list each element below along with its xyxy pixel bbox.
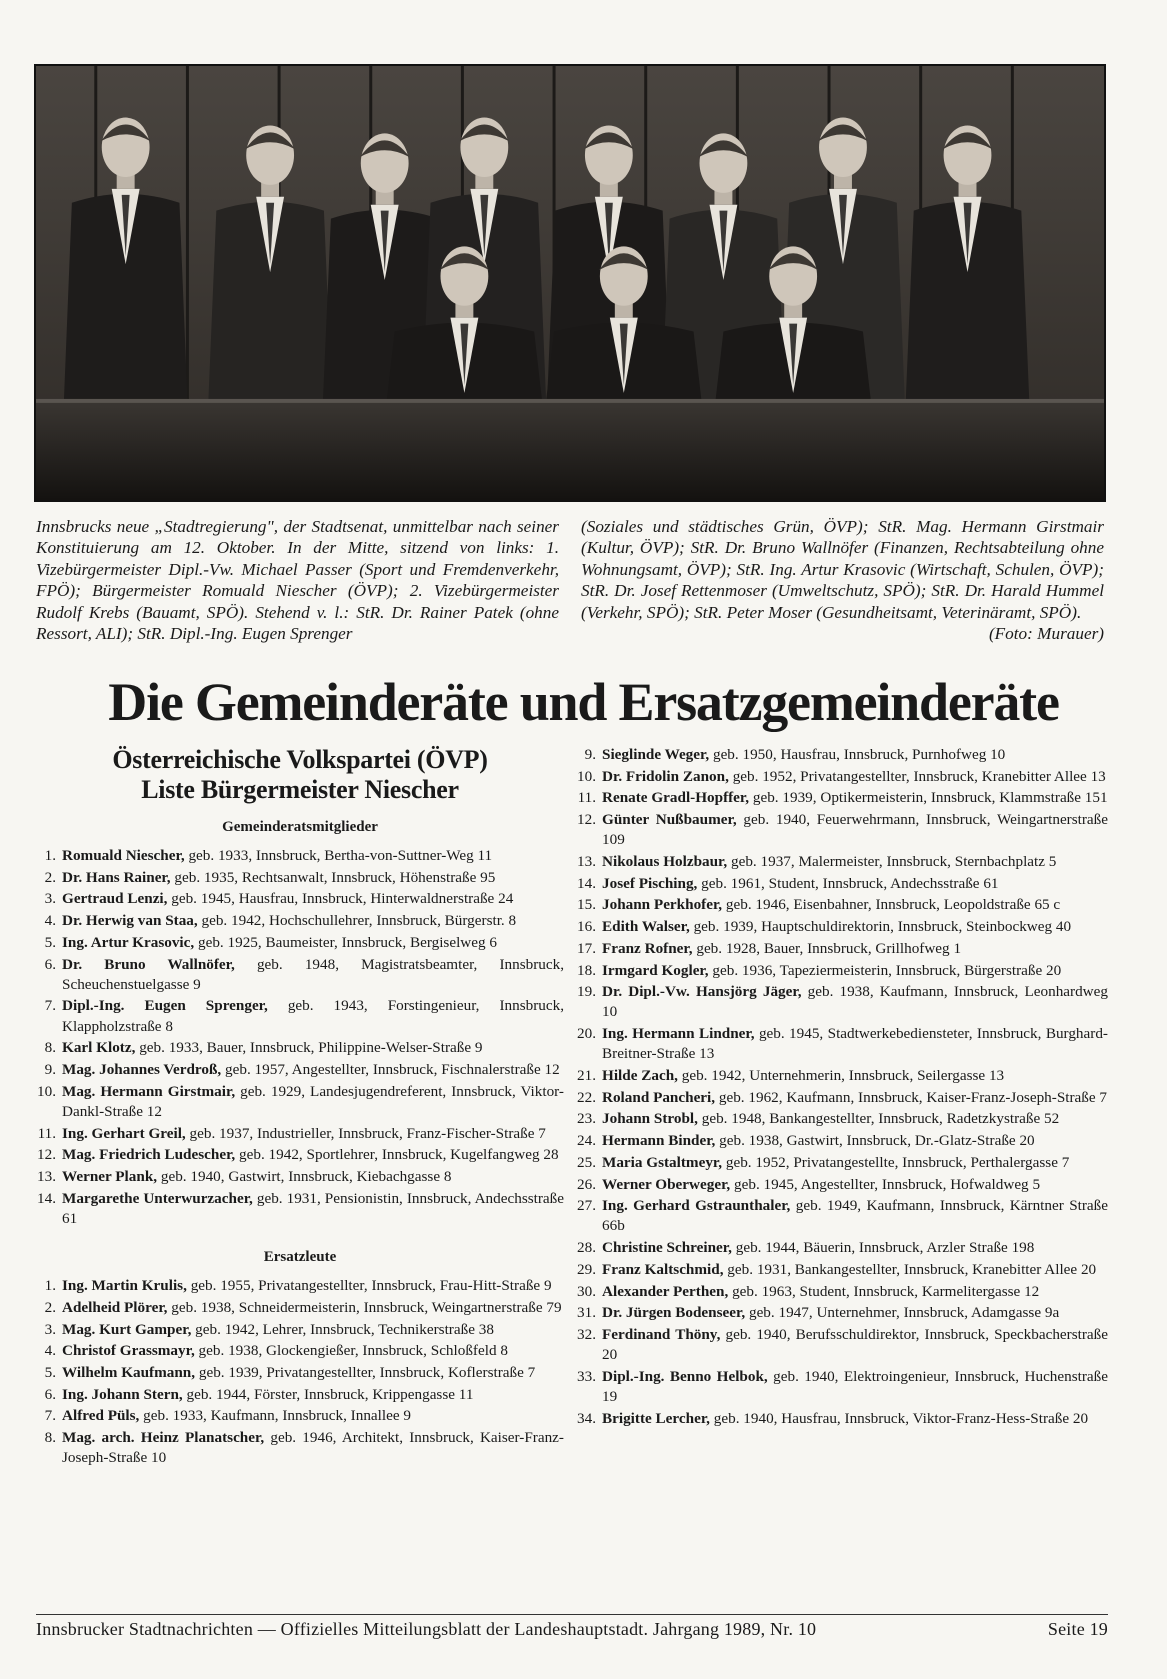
person-details: geb. 1945, Hausfrau, Innsbruck, Hinterwaldnerstraße 24 bbox=[167, 890, 514, 908]
person-name: Ing. Johann Stern, bbox=[62, 1385, 183, 1403]
person-details: geb. 1940, Gastwirt, Innsbruck, Kiebachgasse 8 bbox=[157, 1168, 452, 1186]
person-details: geb. 1937, Malermeister, Innsbruck, Sternbachplatz 5 bbox=[727, 853, 1057, 871]
item-number: 10. bbox=[37, 1082, 56, 1100]
list-item bbox=[576, 1066, 1108, 1086]
item-text bbox=[602, 961, 1108, 981]
item-number: 23. bbox=[577, 1110, 596, 1128]
person-name: Ing. Gerhard Gstraunthaler, bbox=[602, 1197, 791, 1215]
person-name: Dr. Fridolin Zanon, bbox=[602, 767, 729, 785]
item-number: 7. bbox=[44, 1407, 56, 1425]
item-number: 6. bbox=[44, 1385, 56, 1403]
item-text bbox=[602, 1409, 1108, 1429]
item-number: 7. bbox=[44, 997, 56, 1015]
item-text bbox=[602, 1303, 1108, 1323]
item-number: 18. bbox=[577, 961, 596, 979]
list-item bbox=[36, 1124, 564, 1144]
person-name: Alfred Püls, bbox=[62, 1407, 140, 1425]
person-details: geb. 1940, Hausfrau, Innsbruck, Viktor-Franz-Hess-Straße 20 bbox=[709, 1409, 1089, 1427]
person-details: geb. 1952, Privatangestellter, Innsbruck, Kranebitter Allee 13 bbox=[728, 767, 1106, 785]
list-item bbox=[576, 1088, 1108, 1108]
item-text bbox=[62, 1167, 564, 1187]
item-number: 9. bbox=[44, 1061, 56, 1079]
list-item bbox=[36, 1385, 564, 1405]
item-number: 10. bbox=[577, 767, 596, 785]
item-number: 27. bbox=[577, 1197, 596, 1215]
list-item bbox=[36, 1038, 564, 1058]
person-name: Mag. Friedrich Ludescher, bbox=[62, 1146, 236, 1164]
person-name: Dipl.-Ing. Benno Helbok, bbox=[602, 1367, 768, 1385]
list-item bbox=[576, 852, 1108, 872]
list-item bbox=[36, 868, 564, 888]
person-details: geb. 1938, Kaufmann, Innsbruck, Leonhardweg 10 bbox=[602, 983, 1108, 1021]
person-name: Roland Pancheri, bbox=[602, 1088, 716, 1106]
person-name: Dr. Hans Rainer, bbox=[62, 868, 171, 886]
person-name: Ing. Gerhart Greil, bbox=[62, 1124, 186, 1142]
item-number: 22. bbox=[577, 1088, 596, 1106]
item-text bbox=[602, 1196, 1108, 1236]
list-item bbox=[576, 1238, 1108, 1258]
person-details: geb. 1929, Landesjugendreferent, Innsbruck, Viktor-Dankl-Straße 12 bbox=[62, 1082, 564, 1120]
photo-credit: (Foto: Murauer) bbox=[988, 624, 1104, 644]
item-number: 25. bbox=[577, 1153, 596, 1171]
list-item bbox=[576, 1325, 1108, 1365]
person-name: Werner Plank, bbox=[62, 1168, 158, 1186]
item-text bbox=[602, 1367, 1108, 1407]
item-text bbox=[602, 874, 1108, 894]
item-text bbox=[602, 1109, 1108, 1129]
item-number: 4. bbox=[44, 1342, 56, 1360]
person-name: Günter Nußbaumer, bbox=[602, 811, 737, 829]
person-name: Dr. Dipl.-Vw. Hansjörg Jäger, bbox=[602, 983, 802, 1001]
person-details: geb. 1962, Kaufmann, Innsbruck, Kaiser-Franz-Joseph-Straße 7 bbox=[715, 1088, 1108, 1106]
item-text bbox=[62, 868, 564, 888]
person-details: geb. 1944, Förster, Innsbruck, Krippengasse 11 bbox=[182, 1385, 474, 1403]
person-name: Franz Kaltschmid, bbox=[602, 1260, 724, 1278]
person-details: geb. 1940, Feuerwehrmann, Innsbruck, Weingartnerstraße 109 bbox=[602, 811, 1108, 849]
caption-left: Innsbrucks neue „Stadtregierung", der Stadtsenat, unmittelbar nach seiner Konstituierung am 12. Oktober. In der Mitte, sitzend von links: 1. Vizebürgermeister Dipl.-Vw. Michael Passer (Sport und Fremdenverkehr, FPÖ); Bürgermeister Romuald Niescher (ÖVP); 2. Vizebürgermeister Rudolf Krebs (Bauamt, SPÖ). Stehend v. l.: StR. Dr. Rainer Patek (ohne Ressort, ALI); StR. Dipl.-Ing. Eugen Sprenger bbox=[36, 517, 559, 644]
item-text bbox=[602, 1153, 1108, 1173]
person-details: geb. 1943, Forstingenieur, Innsbruck, Klappholzstraße 8 bbox=[62, 997, 564, 1035]
item-text bbox=[62, 846, 564, 866]
person-details: geb. 1937, Industrieller, Innsbruck, Franz-Fischer-Straße 7 bbox=[185, 1124, 546, 1142]
person-name: Ing. Hermann Lindner, bbox=[602, 1025, 755, 1043]
list-item bbox=[36, 1276, 564, 1296]
person-name: Irmgard Kogler, bbox=[602, 961, 709, 979]
item-number: 8. bbox=[44, 1039, 56, 1057]
person-details: geb. 1940, Elektroingenieur, Innsbruck, Huchenstraße 19 bbox=[602, 1367, 1108, 1406]
item-text bbox=[62, 1060, 564, 1080]
photo-caption bbox=[36, 516, 1104, 644]
item-number: 13. bbox=[577, 853, 596, 871]
item-text bbox=[62, 933, 564, 953]
item-number: 5. bbox=[44, 1363, 56, 1381]
list-item bbox=[576, 1303, 1108, 1323]
person-name: Ing. Artur Krasovic, bbox=[62, 933, 195, 951]
person-details: geb. 1944, Bäuerin, Innsbruck, Arzler Straße 198 bbox=[731, 1239, 1035, 1257]
item-number: 5. bbox=[44, 933, 56, 951]
person-details: geb. 1961, Student, Innsbruck, Andechsstraße 61 bbox=[697, 874, 999, 892]
person-name: Dr. Jürgen Bodenseer, bbox=[602, 1304, 746, 1322]
person-details: geb. 1955, Privatangestellter, Innsbruck, Frau-Hitt-Straße 9 bbox=[186, 1277, 552, 1295]
item-text bbox=[62, 1320, 564, 1340]
right-column bbox=[576, 745, 1108, 1431]
person-name: Mag. Johannes Verdroß, bbox=[62, 1061, 222, 1079]
person-name: Brigitte Lercher, bbox=[602, 1409, 710, 1427]
members-list bbox=[36, 846, 564, 1229]
person-details: geb. 1931, Pensionistin, Innsbruck, Andechsstraße 61 bbox=[62, 1189, 564, 1227]
item-number: 3. bbox=[44, 890, 56, 908]
members-heading: Gemeinderatsmitglieder bbox=[222, 819, 378, 835]
item-number: 19. bbox=[577, 983, 596, 1001]
item-text bbox=[62, 911, 564, 931]
person-details: geb. 1933, Innsbruck, Bertha-von-Suttner-Weg 11 bbox=[184, 847, 493, 864]
person-details: geb. 1942, Sportlehrer, Innsbruck, Kugelfangweg 28 bbox=[235, 1146, 559, 1164]
item-number: 21. bbox=[577, 1067, 596, 1085]
person-name: Christof Grassmayr, bbox=[62, 1342, 195, 1360]
person-name: Hermann Binder, bbox=[602, 1132, 716, 1150]
person-name: Ferdinand Thöny, bbox=[602, 1325, 721, 1343]
list-item bbox=[36, 846, 564, 866]
item-text bbox=[602, 895, 1108, 915]
list-item bbox=[576, 1196, 1108, 1236]
item-number: 6. bbox=[44, 955, 56, 973]
item-text bbox=[602, 1175, 1108, 1195]
party-name: Österreichische Volkspartei (ÖVP) bbox=[112, 745, 488, 774]
person-name: Adelheid Plörer, bbox=[62, 1298, 168, 1316]
group-photo bbox=[34, 64, 1106, 502]
page-footer bbox=[36, 1614, 1108, 1640]
list-item bbox=[576, 1175, 1108, 1195]
item-number: 2. bbox=[44, 1298, 56, 1316]
list-item bbox=[576, 1260, 1108, 1280]
person-details: geb. 1946, Eisenbahner, Innsbruck, Leopoldstraße 65 c bbox=[722, 896, 1061, 914]
list-item bbox=[576, 939, 1108, 959]
person-details: geb. 1945, Stadtwerkebediensteter, Innsbruck, Burghard-Breitner-Straße 13 bbox=[602, 1025, 1108, 1063]
substitutes-list-right bbox=[576, 745, 1108, 1429]
item-number: 8. bbox=[44, 1429, 56, 1447]
person-details: geb. 1933, Bauer, Innsbruck, Philippine-Welser-Straße 9 bbox=[135, 1039, 483, 1057]
item-text bbox=[62, 1298, 564, 1318]
item-number: 3. bbox=[44, 1320, 56, 1338]
person-name: Edith Walser, bbox=[602, 918, 690, 936]
person-name: Margarethe Unterwurzacher, bbox=[62, 1189, 253, 1207]
person-details: geb. 1945, Angestellter, Innsbruck, Hofwaldweg 5 bbox=[730, 1175, 1041, 1193]
item-text bbox=[62, 1341, 564, 1361]
item-number: 28. bbox=[577, 1239, 596, 1257]
item-number: 14. bbox=[37, 1189, 56, 1207]
person-details: geb. 1952, Privatangestellte, Innsbruck, Perthalergasse 7 bbox=[722, 1153, 1070, 1171]
person-name: Dr. Bruno Wallnöfer, bbox=[62, 955, 235, 973]
list-item bbox=[36, 1406, 564, 1426]
page-headline: Die Gemeinderäte und Ersatzgemeinderäte bbox=[108, 672, 1059, 732]
list-item bbox=[36, 1060, 564, 1080]
item-text bbox=[62, 1124, 564, 1144]
item-number: 1. bbox=[44, 847, 56, 864]
caption-right-text: (Soziales und städtisches Grün, ÖVP); StR. Mag. Hermann Girstmair (Kultur, ÖVP); StR. Dr. Bruno Wallnöfer (Finanzen, Rechtsabteilung ohne Wohnungsamt, ÖVP); StR. Ing. Artur Krasovic (Wirtschaft, Schulen, ÖVP); StR. Dr. Josef Rettenmoser (Umweltschutz, SPÖ); StR. Dr. Harald Hummel (Verkehr, SPÖ); StR. Peter Moser (Gesundheitsamt, Veterinäramt, SPÖ). bbox=[581, 517, 1104, 622]
person-name: Ing. Martin Krulis, bbox=[62, 1277, 187, 1295]
item-text bbox=[62, 1406, 564, 1426]
item-number: 17. bbox=[577, 939, 596, 957]
item-number: 26. bbox=[577, 1175, 596, 1193]
list-item bbox=[576, 745, 1108, 765]
item-text bbox=[602, 939, 1108, 959]
list-item bbox=[576, 1282, 1108, 1302]
person-name: Mag. Hermann Girstmair, bbox=[62, 1082, 236, 1100]
person-name: Sieglinde Weger, bbox=[602, 746, 710, 763]
item-number: 29. bbox=[577, 1260, 596, 1278]
person-name: Renate Gradl-Hopffer, bbox=[602, 789, 750, 807]
list-item bbox=[36, 1428, 564, 1468]
party-list-name: Liste Bürgermeister Niescher bbox=[141, 775, 459, 804]
item-number: 1. bbox=[44, 1277, 56, 1295]
person-details: geb. 1947, Unternehmer, Innsbruck, Adamgasse 9a bbox=[745, 1304, 1060, 1322]
list-item bbox=[576, 1367, 1108, 1407]
person-details: geb. 1942, Hochschullehrer, Innsbruck, Bürgerstr. 8 bbox=[197, 912, 517, 930]
person-details: geb. 1933, Kaufmann, Innsbruck, Innallee 9 bbox=[139, 1407, 411, 1425]
subs-heading: Ersatzleute bbox=[263, 1249, 337, 1266]
item-number: 32. bbox=[577, 1325, 596, 1343]
person-name: Dr. Herwig van Staa, bbox=[62, 912, 198, 930]
item-text bbox=[602, 1282, 1108, 1302]
item-text bbox=[602, 1238, 1108, 1258]
list-item bbox=[36, 911, 564, 931]
item-text bbox=[602, 745, 1108, 765]
person-name: Hilde Zach, bbox=[602, 1067, 678, 1085]
person-details: geb. 1939, Hauptschuldirektorin, Innsbruck, Steinbockweg 40 bbox=[689, 918, 1072, 936]
item-text bbox=[62, 1363, 564, 1383]
item-text bbox=[62, 889, 564, 909]
person-name: Gertraud Lenzi, bbox=[62, 890, 168, 908]
item-text bbox=[62, 955, 564, 995]
list-item bbox=[576, 895, 1108, 915]
item-number: 11. bbox=[37, 1124, 56, 1142]
person-details: geb. 1935, Rechtsanwalt, Innsbruck, Höhenstraße 95 bbox=[170, 868, 496, 886]
list-item bbox=[36, 1082, 564, 1122]
item-number: 14. bbox=[577, 874, 596, 892]
list-item bbox=[36, 955, 564, 995]
item-number: 9. bbox=[584, 746, 596, 763]
item-number: 4. bbox=[44, 912, 56, 930]
person-details: geb. 1936, Tapeziermeisterin, Innsbruck, Bürgerstraße 20 bbox=[708, 961, 1062, 979]
item-number: 20. bbox=[577, 1025, 596, 1043]
list-item bbox=[36, 889, 564, 909]
item-text bbox=[62, 996, 564, 1036]
item-text bbox=[62, 1189, 564, 1229]
list-item bbox=[576, 788, 1108, 808]
item-text bbox=[602, 1260, 1108, 1280]
item-number: 11. bbox=[577, 789, 596, 807]
item-number: 13. bbox=[37, 1168, 56, 1186]
item-text bbox=[602, 982, 1108, 1022]
publication-line: Innsbrucker Stadtnachrichten — Offizielles Mitteilungsblatt der Landeshauptstadt. Jahrgang 1989, Nr. 10 bbox=[36, 1619, 817, 1639]
person-details: geb. 1942, Unternehmerin, Innsbruck, Seilergasse 13 bbox=[677, 1067, 1005, 1085]
list-item bbox=[576, 874, 1108, 894]
person-details: geb. 1938, Schneidermeisterin, Innsbruck, Weingartnerstraße 79 bbox=[167, 1298, 562, 1316]
person-name: Johann Strobl, bbox=[602, 1110, 698, 1128]
person-details: geb. 1925, Baumeister, Innsbruck, Bergiselweg 6 bbox=[194, 933, 497, 951]
person-details: geb. 1939, Optikermeisterin, Innsbruck, Klammstraße 151 bbox=[749, 789, 1108, 807]
list-item bbox=[576, 1131, 1108, 1151]
person-name: Alexander Perthen, bbox=[602, 1282, 729, 1300]
item-number: 12. bbox=[37, 1146, 56, 1164]
person-name: Romuald Niescher, bbox=[62, 847, 185, 864]
caption-right bbox=[581, 516, 1104, 644]
item-number: 2. bbox=[44, 868, 56, 886]
item-text bbox=[62, 1276, 564, 1296]
list-item bbox=[36, 996, 564, 1036]
list-item bbox=[576, 1109, 1108, 1129]
list-item bbox=[36, 1189, 564, 1229]
person-details: geb. 1940, Berufsschuldirektor, Innsbruck, Speckbacherstraße 20 bbox=[602, 1325, 1108, 1364]
list-item bbox=[576, 1153, 1108, 1173]
item-number: 12. bbox=[577, 811, 596, 829]
item-text bbox=[602, 1066, 1108, 1086]
item-text bbox=[602, 788, 1108, 808]
item-number: 30. bbox=[577, 1282, 596, 1300]
list-item bbox=[36, 1320, 564, 1340]
person-details: geb. 1950, Hausfrau, Innsbruck, Purnhofweg 10 bbox=[709, 746, 1006, 763]
person-details: geb. 1938, Gastwirt, Innsbruck, Dr.-Glatz-Straße 20 bbox=[715, 1132, 1035, 1150]
person-name: Mag. arch. Heinz Planatscher, bbox=[62, 1429, 265, 1447]
item-number: 34. bbox=[577, 1409, 596, 1427]
person-name: Mag. Kurt Gamper, bbox=[62, 1320, 192, 1338]
list-item bbox=[576, 961, 1108, 981]
left-column bbox=[36, 745, 564, 1470]
person-name: Johann Perkhofer, bbox=[602, 896, 723, 914]
list-item bbox=[576, 810, 1108, 850]
list-item bbox=[576, 982, 1108, 1022]
person-name: Franz Rofner, bbox=[602, 939, 693, 957]
item-text bbox=[62, 1082, 564, 1122]
person-name: Maria Gstaltmeyr, bbox=[602, 1153, 723, 1171]
person-name: Josef Pisching, bbox=[602, 874, 698, 892]
item-text bbox=[62, 1428, 564, 1468]
person-name: Nikolaus Holzbaur, bbox=[602, 853, 728, 871]
item-text bbox=[602, 852, 1108, 872]
person-name: Christine Schreiner, bbox=[602, 1239, 732, 1257]
person-details: geb. 1942, Lehrer, Innsbruck, Technikerstraße 38 bbox=[191, 1320, 494, 1338]
list-item bbox=[576, 767, 1108, 787]
person-name: Wilhelm Kaufmann, bbox=[62, 1363, 196, 1381]
person-details: geb. 1939, Privatangestellter, Innsbruck, Koflerstraße 7 bbox=[195, 1363, 536, 1381]
list-item bbox=[36, 1298, 564, 1318]
item-text bbox=[602, 917, 1108, 937]
person-name: Dipl.-Ing. Eugen Sprenger, bbox=[62, 997, 268, 1015]
person-details: geb. 1946, Architekt, Innsbruck, Kaiser-Franz-Joseph-Straße 10 bbox=[62, 1429, 564, 1467]
item-number: 33. bbox=[577, 1367, 596, 1385]
item-text bbox=[602, 767, 1108, 787]
person-details: geb. 1948, Magistratsbeamter, Innsbruck, Scheuchenstuelgasse 9 bbox=[62, 955, 564, 993]
person-details: geb. 1938, Glockengießer, Innsbruck, Schloßfeld 8 bbox=[194, 1342, 508, 1360]
item-text bbox=[602, 1325, 1108, 1365]
item-text bbox=[602, 1131, 1108, 1151]
person-details: geb. 1949, Kaufmann, Innsbruck, Kärntner Straße 66b bbox=[602, 1197, 1108, 1235]
list-item bbox=[36, 1363, 564, 1383]
item-text bbox=[62, 1385, 564, 1405]
item-text bbox=[602, 810, 1108, 850]
item-text bbox=[62, 1145, 564, 1165]
item-number: 24. bbox=[577, 1132, 596, 1150]
list-item bbox=[36, 1341, 564, 1361]
item-text bbox=[62, 1038, 564, 1058]
person-details: geb. 1948, Bankangestellter, Innsbruck, Radetzkystraße 52 bbox=[697, 1110, 1060, 1128]
person-name: Werner Oberweger, bbox=[602, 1175, 731, 1193]
page-number: Seite 19 bbox=[1047, 1619, 1108, 1639]
person-name: Karl Klotz, bbox=[62, 1039, 136, 1057]
person-details: geb. 1957, Angestellter, Innsbruck, Fischnalerstraße 12 bbox=[221, 1061, 560, 1079]
person-details: geb. 1963, Student, Innsbruck, Karmelitergasse 12 bbox=[728, 1282, 1040, 1300]
substitutes-list-left bbox=[36, 1276, 564, 1468]
item-text bbox=[602, 1088, 1108, 1108]
list-item bbox=[36, 1167, 564, 1187]
item-text bbox=[602, 1024, 1108, 1064]
group-photo-illustration bbox=[36, 66, 1104, 500]
person-details: geb. 1928, Bauer, Innsbruck, Grillhofweg 1 bbox=[692, 939, 962, 957]
item-number: 31. bbox=[577, 1304, 596, 1322]
list-item bbox=[36, 1145, 564, 1165]
person-details: geb. 1931, Bankangestellter, Innsbruck, Kranebitter Allee 20 bbox=[723, 1260, 1097, 1278]
list-item bbox=[576, 1024, 1108, 1064]
list-item bbox=[36, 933, 564, 953]
list-item bbox=[576, 1409, 1108, 1429]
list-item bbox=[576, 917, 1108, 937]
item-number: 16. bbox=[577, 918, 596, 936]
item-number: 15. bbox=[577, 896, 596, 914]
